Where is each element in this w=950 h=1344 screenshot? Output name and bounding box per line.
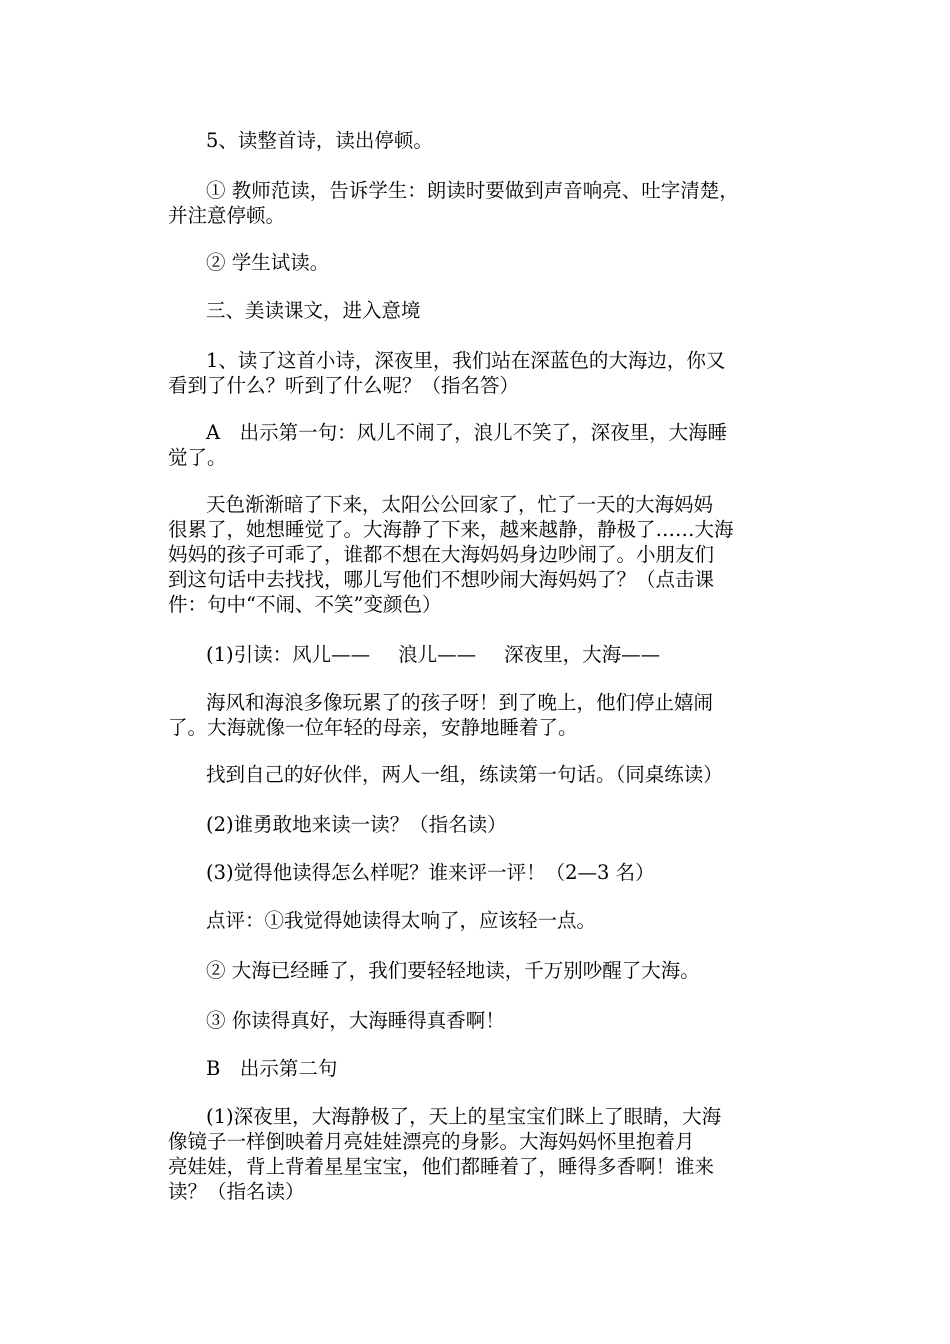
guided-reading-wind: (1)引读：风儿—— xyxy=(206,643,371,666)
paragraph-teacher-reads xyxy=(168,178,788,228)
section-heading: 三、美读课文，进入意境 xyxy=(206,299,421,322)
text-line: 并注意停顿。 xyxy=(168,204,286,227)
paragraph-sentence-a xyxy=(168,420,788,470)
section-heading-three xyxy=(168,298,788,323)
guided-reading-sea: 深夜里，大海—— xyxy=(504,643,661,666)
paragraph-night-sea xyxy=(168,1104,788,1204)
paragraph-sea-wind xyxy=(168,690,788,740)
text-line xyxy=(168,642,788,667)
text-line: 像镜子一样倒映着月亮娃娃漂亮的身影。大海妈妈怀里抱着月 xyxy=(168,1130,695,1153)
text-line: (2)谁勇敢地来读一读？（指名读） xyxy=(206,813,507,836)
text-line: 妈妈的孩子可乖了，谁都不想在大海妈妈身边吵闹了。小朋友们 xyxy=(168,543,715,566)
paragraph-students-try xyxy=(168,250,788,275)
text-line: (3)觉得他读得怎么样呢？谁来评一评！（2—3 名） xyxy=(206,861,655,884)
paragraph-question-one xyxy=(168,348,788,398)
text-line: 觉了。 xyxy=(168,446,227,469)
text-line: ② 学生试读。 xyxy=(206,251,330,274)
paragraph-sentence-b xyxy=(168,1056,788,1081)
text-line: ② 大海已经睡了，我们要轻轻地读，千万别吵醒了大海。 xyxy=(206,959,700,982)
text-line: ③ 你读得真好，大海睡得真香啊！ xyxy=(206,1009,505,1032)
text-line: (1)深夜里，大海静极了，天上的星宝宝们眯上了眼睛，大海 xyxy=(206,1105,722,1128)
paragraph-comment-two xyxy=(168,958,788,983)
text-line: 到这句话中去找找，哪儿写他们不想吵闹大海妈妈了？（点击课 xyxy=(168,568,715,591)
text-line: 海风和海浪多像玩累了的孩子呀！到了晚上，他们停止嬉闹 xyxy=(206,691,714,714)
text-line: 找到自己的好伙伴，两人一组，练读第一句话。（同桌练读） xyxy=(206,763,723,786)
guided-reading-waves: 浪儿—— xyxy=(398,643,477,666)
paragraph-who-reads xyxy=(168,812,788,837)
paragraph-comment-one xyxy=(168,908,788,933)
text-line: 点评：①我觉得她读得太响了，应该轻一点。 xyxy=(206,909,597,932)
text-line: B 出示第二句 xyxy=(206,1057,338,1080)
paragraph-read-whole-poem xyxy=(168,128,788,153)
paragraph-comment-three xyxy=(168,1008,788,1033)
text-line: 件：句中“不闹、不笑”变颜色） xyxy=(168,593,442,616)
text-line: 1、读了这首小诗，深夜里，我们站在深蓝色的大海边，你又 xyxy=(206,349,726,372)
text-line: 了。大海就像一位年轻的母亲，安静地睡着了。 xyxy=(168,716,578,739)
paragraph-guided-reading xyxy=(168,642,788,667)
text-line: ① 教师范读，告诉学生：朗读时要做到声音响亮、吐字清楚， xyxy=(206,179,739,202)
text-line: 亮娃娃，背上背着星星宝宝，他们都睡着了，睡得多香啊！谁来 xyxy=(168,1155,715,1178)
text-line: 看到了什么？听到了什么呢？（指名答） xyxy=(168,374,520,397)
paragraph-find-partner xyxy=(168,762,788,787)
text-line: 很累了，她想睡觉了。大海静了下来，越来越静，静极了……大海 xyxy=(168,518,734,541)
text-line: A 出示第一句：风儿不闹了，浪儿不笑了，深夜里，大海睡 xyxy=(206,421,728,444)
paragraph-evaluate xyxy=(168,860,788,885)
text-line: 天色渐渐暗了下来，太阳公公回家了，忙了一天的大海妈妈 xyxy=(206,493,714,516)
text-line: 读？（指名读） xyxy=(168,1180,305,1203)
paragraph-sky-darkens xyxy=(168,492,788,617)
text-line: 5、读整首诗，读出停顿。 xyxy=(206,129,433,152)
